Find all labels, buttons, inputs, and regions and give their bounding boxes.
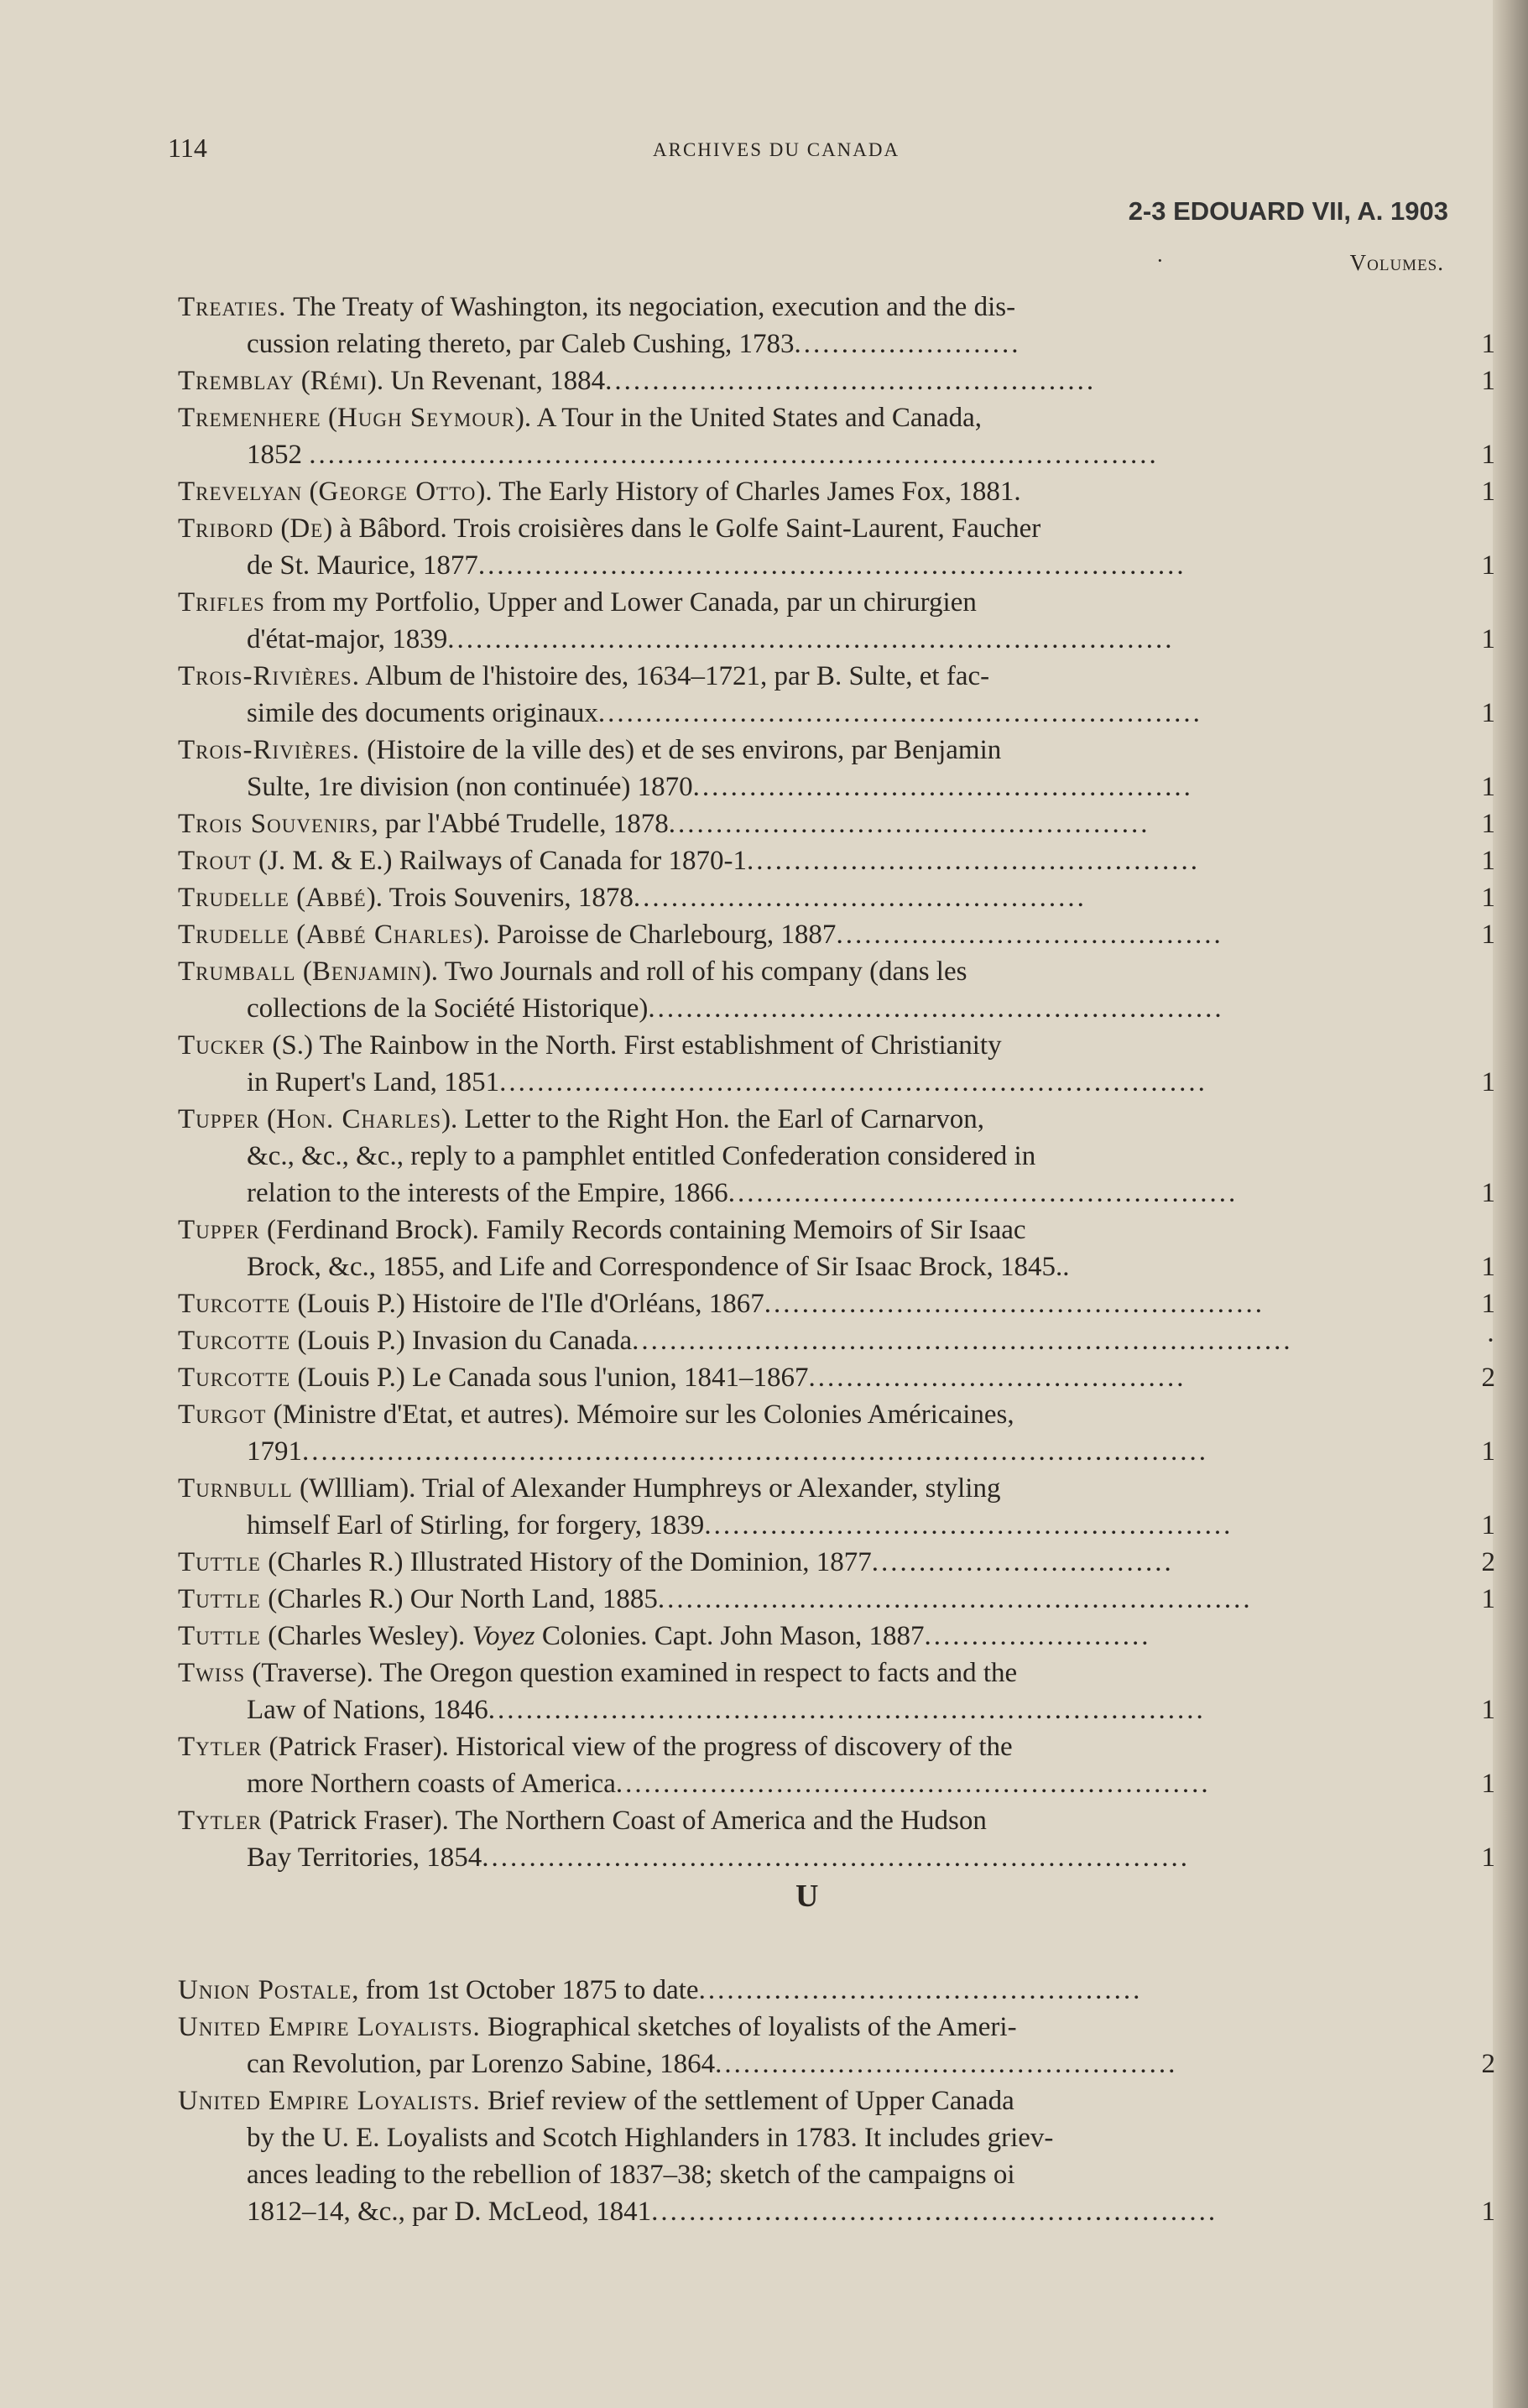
entry-heading: Tribord: [178, 513, 274, 544]
leader-dots: ........................: [794, 329, 1021, 359]
entry-text: (Charles R.) Our North Land, 1885: [260, 1584, 658, 1614]
entry-text: in Rupert's Land, 1851: [247, 1067, 500, 1097]
volume-count: 1: [1481, 329, 1495, 359]
volume-count: 1: [1481, 1695, 1495, 1725]
entry-continuation-line: [247, 1433, 1306, 1470]
entry-continuation-line: [247, 1765, 1306, 1802]
entry-heading: Tuttle: [178, 1621, 261, 1651]
entry-heading: Turgot: [178, 1399, 267, 1430]
volume-count: 1: [1481, 2197, 1495, 2227]
entry-text: more Northern coasts of America: [247, 1769, 616, 1799]
entry-text: relation to the interests of the Empire, 1866: [247, 1178, 728, 1208]
leader-dots: .............................................................................: [447, 624, 1175, 654]
index-entry: [178, 1618, 1470, 1655]
entry-continuation-line: [247, 695, 1306, 732]
volume-count: 1: [1481, 1289, 1495, 1319]
entry-continuation-line: [247, 2046, 1306, 2082]
entry-text: (: [302, 477, 319, 507]
entry-first-line: [178, 1802, 1306, 1839]
entry-first-line: [178, 842, 1306, 879]
volume-count: 1: [1481, 1252, 1495, 1282]
index-entry: [178, 1212, 1495, 1285]
entry-heading-qualifier: Benjamin: [311, 956, 422, 987]
index-entry: [178, 1655, 1495, 1728]
volume-count: 1: [1481, 772, 1495, 802]
entry-first-line: [178, 2082, 1306, 2119]
index-entry: [178, 1728, 1495, 1802]
leader-dots: ................................................: [633, 883, 1087, 913]
entry-continuation-line: [247, 1175, 1306, 1212]
page-number: 114: [168, 133, 207, 163]
leader-dots: ................................................................................................: [302, 1436, 1208, 1467]
leader-dots: ...................................................: [668, 809, 1150, 839]
volume-count: 1: [1481, 1510, 1495, 1540]
volume-count: 1: [1481, 624, 1495, 654]
entry-first-line: [178, 1396, 1306, 1433]
volume-count: 1: [1481, 1178, 1495, 1208]
entry-first-line: [178, 473, 1306, 510]
entry-first-line: [178, 658, 1306, 695]
entry-heading: Trumball: [178, 956, 296, 987]
section-letter-u: U: [795, 1879, 819, 1914]
entry-text: (S.) The Rainbow in the North. First establishment of Christianity: [265, 1030, 1002, 1061]
index-entry: [178, 732, 1495, 805]
entry-first-line: [178, 1581, 1306, 1618]
volume-count: 1: [1481, 809, 1495, 839]
leader-dots: ............................................................................: [488, 1695, 1206, 1725]
leader-dots: ....................................................: [605, 366, 1097, 396]
entry-heading-qualifier: Rémi: [310, 366, 368, 396]
entry-first-line: [178, 399, 1306, 436]
entry-first-line: [178, 362, 1306, 399]
entry-heading: Turnbull: [178, 1473, 293, 1504]
index-entry: [178, 1581, 1495, 1618]
entry-first-line: [178, 510, 1306, 547]
index-entry: [178, 1027, 1495, 1101]
entry-text: 1852: [247, 440, 310, 470]
entry-continuation-line: [247, 1507, 1306, 1544]
index-entry: [178, 842, 1495, 879]
entry-heading: United Empire Loyalists.: [178, 2086, 481, 2116]
entry-text: (: [295, 956, 312, 987]
entry-text: ). Letter to the Right Hon. the Earl of Carnarvon,: [441, 1104, 984, 1134]
entry-first-line: [178, 953, 1306, 990]
volumes-column-heading: Volumes.: [1349, 250, 1444, 275]
entry-text: by the U. E. Loyalists and Scotch Highlanders in 1783. It includes griev-: [247, 2123, 1054, 2153]
entries-list-u: [178, 1972, 1495, 2230]
leader-dots: ...........................................................................: [499, 1067, 1207, 1097]
entry-heading: Trevelyan: [178, 477, 303, 507]
index-entry: [178, 2082, 1495, 2230]
volume-count: 1: [1481, 1436, 1495, 1467]
index-entry: [178, 584, 1495, 658]
margin-dot: ·: [1156, 248, 1164, 273]
leader-dots: ........................: [924, 1621, 1151, 1651]
index-entry: [178, 916, 1495, 953]
entry-text: Album de l'histoire des, 1634–1721, par B. Sulte, et fac-: [359, 661, 990, 691]
index-entry: [178, 1359, 1495, 1396]
entry-text: (: [259, 1104, 276, 1134]
volume-count: 1: [1481, 883, 1495, 913]
volume-count: 1: [1481, 1584, 1495, 1614]
entry-first-line: [178, 1470, 1306, 1507]
entry-text: ). The Early History of Charles James Fox, 1881.: [476, 477, 1021, 507]
entry-text: &c., &c., &c., reply to a pamphlet entitled Confederation considered in: [247, 1141, 1036, 1171]
index-entry: [178, 658, 1495, 732]
entry-text: ances leading to the rebellion of 1837–38; sketch of the campaigns oi: [247, 2160, 1015, 2190]
volume-count: 1: [1481, 920, 1495, 950]
index-entry: [178, 362, 1495, 399]
entry-first-line: [178, 1027, 1306, 1064]
entry-heading: Tupper: [178, 1215, 260, 1245]
leader-dots: ......................................................................: [632, 1326, 1293, 1356]
entry-continuation-line: [247, 621, 1306, 658]
index-entry: [178, 1544, 1495, 1581]
entry-text: cussion relating thereto, par Caleb Cushing, 1783: [247, 329, 795, 359]
leader-dots: ..........................................................................................: [309, 440, 1159, 470]
entry-first-line: [178, 1544, 1306, 1581]
entry-heading: Trudelle: [178, 920, 289, 950]
entry-text: de St. Maurice, 1877: [247, 550, 478, 581]
entry-text: can Revolution, par Lorenzo Sabine, 1864: [247, 2049, 716, 2079]
entry-continuation-line: [247, 547, 1306, 584]
index-entry: [178, 1285, 1495, 1322]
entry-text: (: [321, 403, 337, 433]
leader-dots: ................................................: [747, 846, 1200, 876]
entry-text: Brock, &c., 1855, and Life and Correspondence of Sir Isaac Brock, 1845..: [247, 1252, 1070, 1282]
entry-first-line: [178, 1212, 1306, 1248]
book-gutter-shadow: [1493, 0, 1528, 2408]
index-entry: [178, 953, 1470, 1027]
index-entry: [178, 1322, 1495, 1359]
entry-heading: Twiss: [178, 1658, 246, 1688]
entry-text: simile des documents originaux: [247, 698, 598, 728]
entry-text: (Louis P.) Invasion du Canada: [290, 1326, 633, 1356]
volume-count: 1: [1481, 846, 1495, 876]
entry-heading: Tuttle: [178, 1584, 261, 1614]
entry-text: himself Earl of Stirling, for forgery, 1839: [247, 1510, 705, 1540]
entry-heading: Tuttle: [178, 1547, 261, 1577]
volume-count: 1: [1481, 550, 1495, 581]
entry-first-line: [178, 1359, 1306, 1396]
entry-text: ). Paroisse de Charlebourg, 1887: [473, 920, 837, 950]
leader-dots: .........................................: [836, 920, 1223, 950]
leader-dots: ...............................................: [698, 1975, 1143, 2005]
index-entry: [178, 289, 1495, 362]
entry-text: (: [289, 920, 306, 950]
entry-first-line: [178, 1101, 1306, 1138]
entry-heading-qualifier: Abbé: [305, 883, 367, 913]
index-entry: [178, 2009, 1495, 2082]
entry-text: (Louis P.) Le Canada sous l'union, 1841–1867: [290, 1363, 809, 1393]
entry-text: Law of Nations, 1846: [247, 1695, 488, 1725]
volume-count: 2: [1481, 1547, 1495, 1577]
entry-text: Sulte, 1re division (non continuée) 1870: [247, 772, 693, 802]
entry-heading: Tytler: [178, 1732, 263, 1762]
entry-text: Brief review of the settlement of Upper Canada: [480, 2086, 1014, 2116]
entry-text: , par l'Abbé Trudelle, 1878: [371, 809, 669, 839]
entry-heading: Tytler: [178, 1806, 263, 1836]
index-entry: [178, 1396, 1495, 1470]
volume-count: 1: [1481, 477, 1495, 507]
volume-count: 2: [1481, 1363, 1495, 1393]
entry-continuation-line: [247, 326, 1306, 362]
entry-first-line: [178, 289, 1306, 326]
entry-text: ) à Bâbord. Trois croisières dans le Golfe Saint-Laurent, Faucher: [323, 513, 1041, 544]
leader-dots: ........................................................: [704, 1510, 1233, 1540]
entry-heading: Trifles: [178, 587, 265, 618]
entry-text: (Charles R.) Illustrated History of the Dominion, 1877: [260, 1547, 872, 1577]
session-heading: 2-3 EDOUARD VII, A. 1903: [1128, 196, 1448, 226]
entry-heading-qualifier: Hugh Seymour: [336, 403, 515, 433]
entry-text: from my Portfolio, Upper and Lower Canada, par un chirurgien: [264, 587, 977, 618]
leader-dots: .....................................................: [764, 1289, 1265, 1319]
entry-text: (Traverse). The Oregon question examined in respect to facts and the: [245, 1658, 1018, 1688]
entry-continuation-line: [247, 1839, 1306, 1876]
volume-count: 1: [1481, 1067, 1495, 1097]
entry-continuation-line: [247, 1138, 1306, 1175]
leader-dots: ...........................................................................: [482, 1842, 1191, 1873]
entry-text: (J. M. & E.) Railways of Canada for 1870-1: [251, 846, 747, 876]
entry-first-line: [178, 1728, 1306, 1765]
volume-count: 1: [1481, 1769, 1495, 1799]
entry-heading: Trout: [178, 846, 252, 876]
volume-count: 1: [1481, 698, 1495, 728]
entry-first-line: [178, 732, 1306, 769]
entry-heading: Trois-Rivières.: [178, 661, 360, 691]
index-entry: [178, 473, 1495, 510]
entry-text: (Patrick Fraser). The Northern Coast of America and the Hudson: [262, 1806, 987, 1836]
entry-continuation-line: [247, 1691, 1306, 1728]
index-entry: [178, 1802, 1495, 1876]
entry-text: ). Trois Souvenirs, 1878: [366, 883, 634, 913]
entry-heading: Tucker: [178, 1030, 266, 1061]
entry-heading-qualifier: George Otto: [318, 477, 477, 507]
entry-first-line: [178, 1618, 1306, 1655]
running-title: ARCHIVES DU CANADA: [653, 139, 900, 160]
leader-dots: .................................................: [715, 2049, 1178, 2079]
index-entry: [178, 510, 1495, 584]
index-entry: [178, 1972, 1470, 2009]
entry-first-line: [178, 805, 1306, 842]
entry-text: (Wllliam). Trial of Alexander Humphreys or Alexander, styling: [292, 1473, 1001, 1504]
index-entry: [178, 879, 1495, 916]
entry-heading-qualifier: Abbé Charles: [305, 920, 474, 950]
index-entry: [178, 1470, 1495, 1544]
entry-first-line: [178, 2009, 1306, 2046]
entry-text: (Charles Wesley).: [260, 1621, 472, 1651]
entry-heading: Turcotte: [178, 1289, 291, 1319]
entry-heading: Tremblay: [178, 366, 295, 396]
entry-heading-qualifier: Hon. Charles: [276, 1104, 442, 1134]
entry-text: 1791: [247, 1436, 302, 1467]
entry-text: (Patrick Fraser). Historical view of the progress of discovery of the: [262, 1732, 1013, 1762]
entry-heading: Trois Souvenirs: [178, 809, 372, 839]
leader-dots: ................................................................: [597, 698, 1202, 728]
entry-first-line: [178, 584, 1306, 621]
index-entry: [178, 1101, 1495, 1212]
leader-dots: ...............................................................: [615, 1769, 1211, 1799]
entry-continuation-line: [247, 1064, 1306, 1101]
volume-count: 1: [1481, 440, 1495, 470]
entry-continuation-line: [247, 2193, 1306, 2230]
leader-dots: ........................................: [808, 1363, 1186, 1393]
entry-text: , from 1st October 1875 to date: [352, 1975, 699, 2005]
entries-list-t: [178, 289, 1495, 1876]
entry-text: (Ministre d'Etat, et autres). Mémoire sur les Colonies Américaines,: [266, 1399, 1014, 1430]
entry-text: (: [294, 366, 310, 396]
entry-text: (Histoire de la ville des) et de ses environs, par Benjamin: [359, 735, 1002, 765]
leader-dots: ...........................................................................: [477, 550, 1186, 581]
entry-text: Bay Territories, 1854: [247, 1842, 482, 1873]
entry-heading: Union Postale: [178, 1975, 352, 2005]
entry-text: ). Un Revenant, 1884: [367, 366, 606, 396]
entry-text: Colonies. Capt. John Mason, 1887: [535, 1621, 925, 1651]
entry-heading: Tremenhere: [178, 403, 321, 433]
index-entry: [178, 805, 1495, 842]
entry-text: ). A Tour in the United States and Canada,: [514, 403, 983, 433]
entry-text: Biographical sketches of loyalists of the Ameri-: [480, 2012, 1017, 2042]
entry-first-line: [178, 1322, 1306, 1359]
leader-dots: ................................: [871, 1547, 1174, 1577]
entry-continuation-line: [247, 436, 1306, 473]
entry-continuation-line: [247, 990, 1306, 1027]
entry-first-line: [178, 879, 1306, 916]
index-entry: [178, 399, 1495, 473]
leader-dots: .....................................................: [692, 772, 1193, 802]
entry-text: collections de la Société Historique): [247, 993, 649, 1024]
entry-continuation-line: [247, 2119, 1306, 2156]
leader-dots: .............................................................: [648, 993, 1224, 1024]
entry-heading: United Empire Loyalists.: [178, 2012, 481, 2042]
entry-heading: Turcotte: [178, 1326, 291, 1356]
entry-first-line: [178, 916, 1306, 953]
entry-text: ). Two Journals and roll of his company (dans les: [421, 956, 967, 987]
entry-text: (Ferdinand Brock). Family Records containing Memoirs of Sir Isaac: [259, 1215, 1026, 1245]
entry-text: (Louis P.) Histoire de l'Ile d'Orléans, 1867: [290, 1289, 764, 1319]
volume-count: ·: [1486, 1326, 1495, 1356]
entry-continuation-line: [247, 2156, 1306, 2193]
volume-count: 1: [1481, 1842, 1495, 1873]
volume-count: 2: [1481, 2049, 1495, 2079]
entry-continuation-line: [247, 1248, 1306, 1285]
entry-first-line: [178, 1655, 1306, 1691]
entry-first-line: [178, 1972, 1306, 2009]
entry-heading: Turcotte: [178, 1363, 291, 1393]
entry-text: 1812–14, &c., par D. McLeod, 1841: [247, 2197, 652, 2227]
entry-text: The Treaty of Washington, its negociation, execution and the dis-: [286, 292, 1016, 322]
entry-heading: Treaties.: [178, 292, 287, 322]
entry-heading: Trois-Rivières.: [178, 735, 360, 765]
entry-heading-qualifier: De: [289, 513, 324, 544]
entry-text: d'état-major, 1839: [247, 624, 448, 654]
leader-dots: ......................................................: [727, 1178, 1239, 1208]
entry-heading: Tupper: [178, 1104, 260, 1134]
entry-continuation-line: [247, 769, 1306, 805]
entry-first-line: [178, 1285, 1306, 1322]
leader-dots: ...............................................................: [657, 1584, 1253, 1614]
entry-text: (: [274, 513, 290, 544]
leader-dots: ............................................................: [651, 2197, 1218, 2227]
italic-reference: Voyez: [472, 1621, 535, 1651]
entry-text: (: [289, 883, 306, 913]
entry-heading: Trudelle: [178, 883, 289, 913]
volume-count: 1: [1481, 366, 1495, 396]
